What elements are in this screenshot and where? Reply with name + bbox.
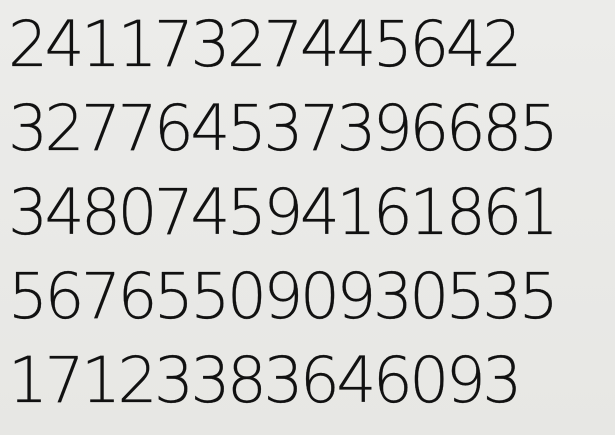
number-row-5: 17123383646093 [8, 344, 519, 417]
number-row-1: 24117327445642 [8, 8, 519, 81]
number-row-3: 348074594161861 [8, 176, 556, 249]
number-row-4: 567655090930535 [8, 260, 556, 333]
number-row-2: 327764537396685 [8, 92, 556, 165]
